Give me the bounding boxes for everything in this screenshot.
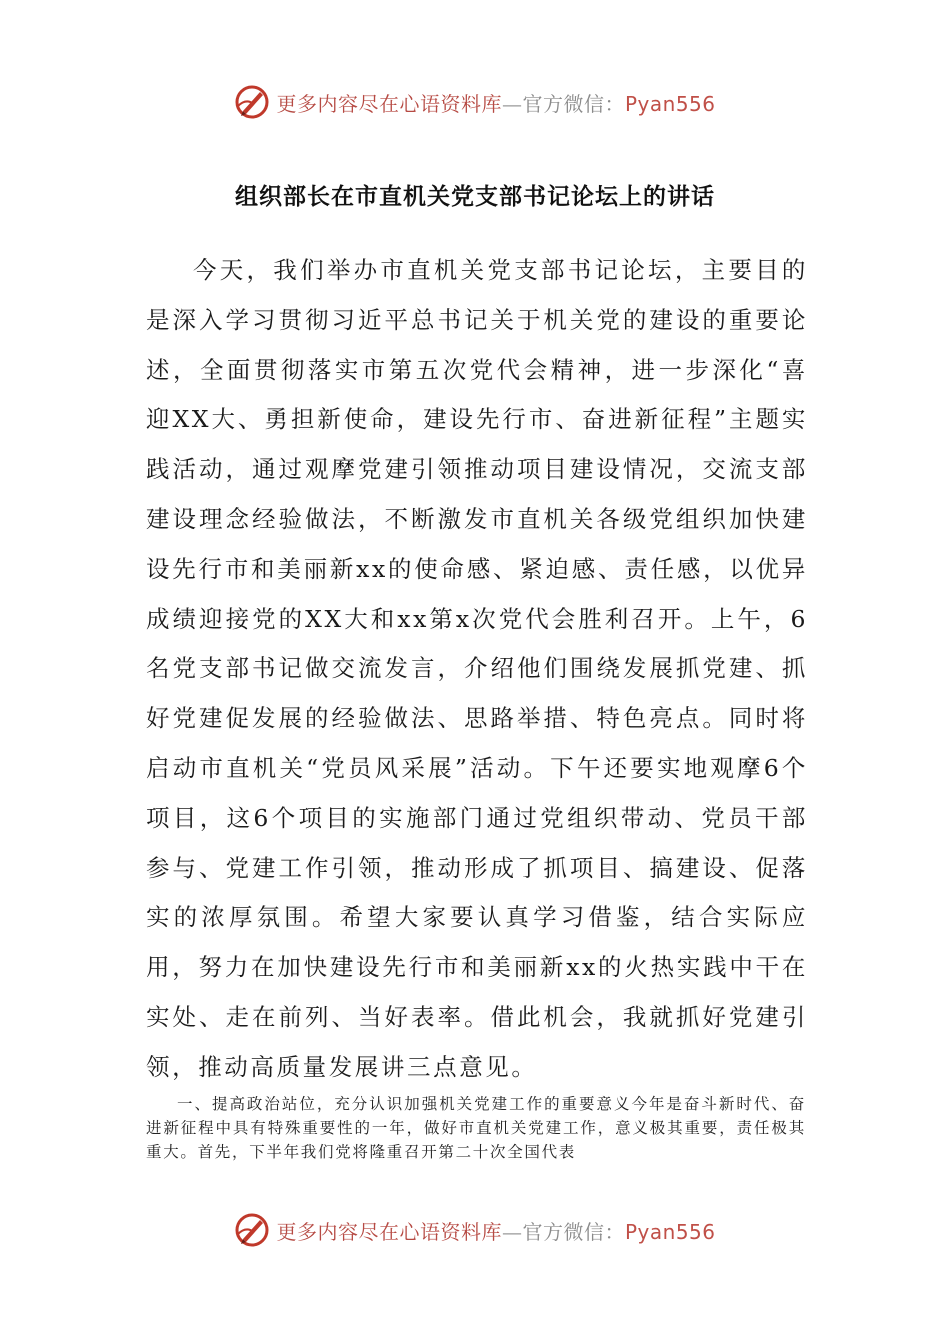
header-banner: [0, 80, 950, 124]
banner-wechat-id: Pyan556: [624, 1219, 716, 1244]
banner-brand: 更多内容尽在心语资料库: [276, 91, 502, 116]
banner-separator: —: [501, 91, 523, 116]
banner-label: 官方微信：: [522, 1219, 625, 1244]
footer-banner: [0, 1208, 950, 1252]
banner-text: [276, 88, 715, 117]
banner-label: 官方微信：: [522, 91, 625, 116]
banner-text: [276, 1216, 715, 1245]
banner-wechat-id: Pyan556: [624, 91, 716, 116]
pen-logo-icon: [234, 1212, 270, 1248]
pen-logo-icon: [234, 84, 270, 120]
section-one-paragraph: 一、提高政治站位，充分认识加强机关党建工作的重要意义今年是奋斗新时代、奋进新征程中具有特殊重要性的一年，做好市直机关党建工作，意义极其重要，责任极其重大。首先，下半年我们党将隆重召开第二十次全国代表: [146, 1095, 806, 1161]
body-paragraph: 今天，我们举办市直机关党支部书记论坛，主要目的是深入学习贯彻习近平总书记关于机关党的建设的重要论述，全面贯彻落实市第五次党代会精神，进一步深化“喜迎XX大、勇担新使命，建设先行市、奋进新征程”主题实践活动，通过观摩党建引领推动项目建设情况，交流支部建设理念经验做法，不断激发市直机关各级党组织加快建设先行市和美丽新xx的使命感、紧迫感、责任感，以优异成绩迎接党的XX大和xx第x次党代会胜利召开。上午，6名党支部书记做交流发言，介绍他们围绕发展抓党建、抓好党建促发展的经验做法、思路举措、特色亮点。同时将启动市直机关“党员风采展”活动。下午还要实地观摩6个项目，这6个项目的实施部门通过党组织带动、党员干部参与、党建工作引领，推动形成了抓项目、搞建设、促落实的浓厚氛围。希望大家要认真学习借鉴，结合实际应用，努力在加快建设先行市和美丽新xx的火热实践中干在实处、走在前列、当好表率。借此机会，我就抓好党建引领，推动高质量发展讲三点意见。: [146, 256, 808, 1081]
document-title: 组织部长在市直机关党支部书记论坛上的讲话: [235, 184, 715, 210]
banner-brand: 更多内容尽在心语资料库: [276, 1219, 502, 1244]
banner-separator: —: [501, 1219, 523, 1244]
